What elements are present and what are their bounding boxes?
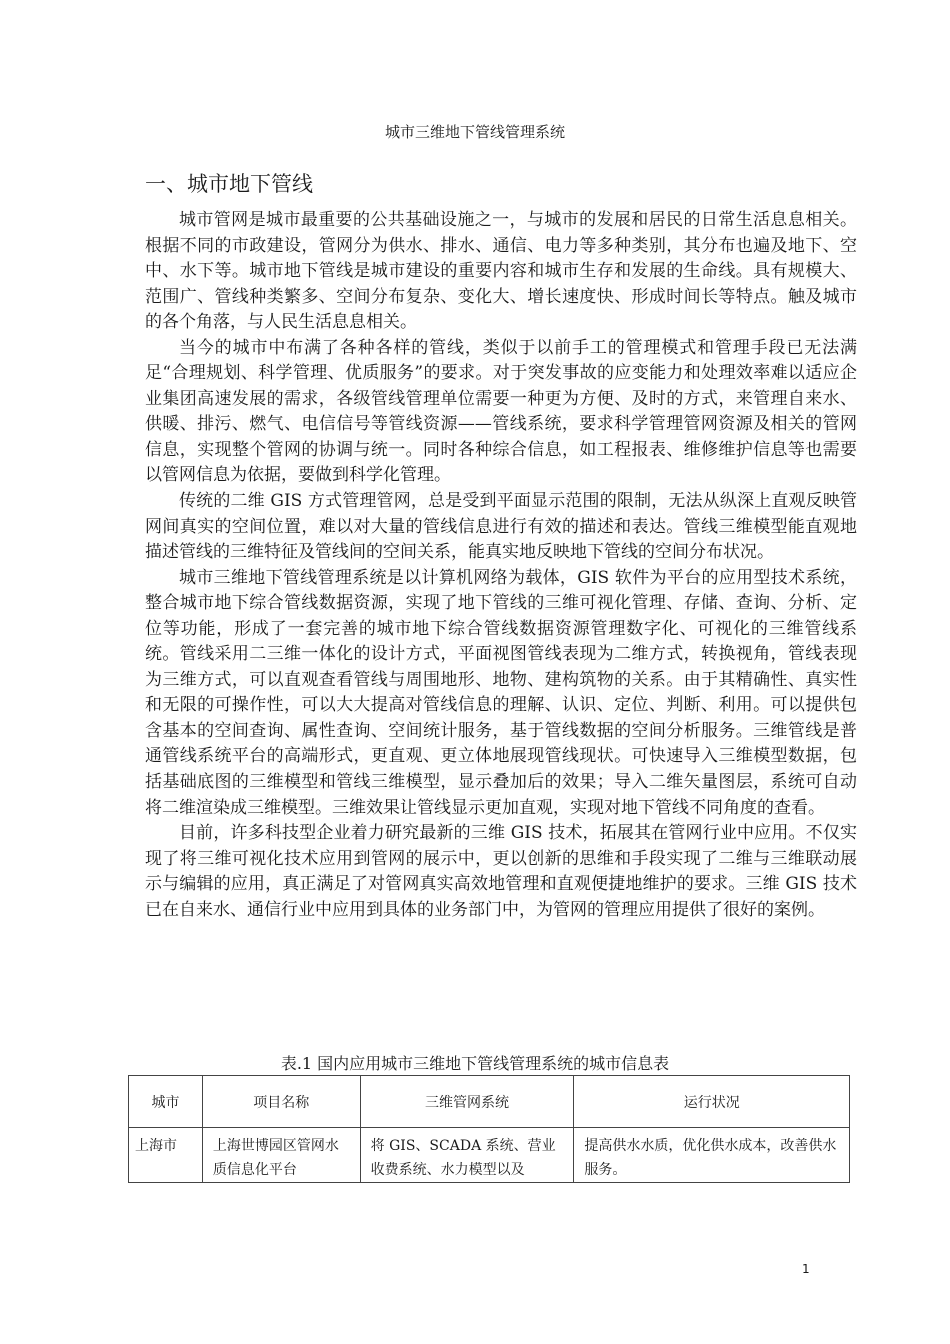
cell-operation-status: 提高供水水质，优化供水成本，改善供水服务。 [574, 1128, 850, 1183]
cell-city: 上海市 [129, 1128, 203, 1183]
cell-project-name: 上海世博园区管网水质信息化平台 [202, 1128, 360, 1183]
paragraph-1: 城市管网是城市最重要的公共基础设施之一，与城市的发展和居民的日常生活息息相关。根据不同的市政建设，管网分为供水、排水、通信、电力等多种类别，其分布也遍及地下、空中、水下等。城市地下管线是城市建设的重要内容和城市生存和发展的生命线。具有规模大、范围广、管线种类繁多、空间分布复杂、变化大、增长速度快、形成时间长等特点。触及城市的各个角落，与人民生活息息相关。 [145, 210, 857, 333]
paragraph-3: 传统的二维 GIS 方式管理管网，总是受到平面显示范围的限制，无法从纵深上直观反映管网间真实的空间位置，难以对大量的管线信息进行有效的描述和表达。管线三维模型能直观地描述管线的三维特征及管线间的空间关系，能真实地反映地下管线的空间分布状况。 [145, 491, 857, 563]
paragraph-5: 目前，许多科技型企业着力研究最新的三维 GIS 技术，拓展其在管网行业中应用。不仅实现了将三维可视化技术应用到管网的展示中，更以创新的思维和手段实现了二维与三维联动展示与编辑的应用，真正满足了对管网真实高效地管理和直观便捷地维护的要求。三维 GIS 技术已在自来水、通信行业中应用到具体的业务部门中，为管网的管理应用提供了很好的案例。 [145, 823, 857, 920]
header-city: 城市 [129, 1076, 203, 1128]
section-heading: 一、城市地下管线 [145, 172, 313, 196]
document-title: 城市三维地下管线管理系统 [384, 123, 565, 141]
page-number: 1 [802, 1262, 810, 1276]
paragraph-2: 当今的城市中布满了各种各样的管线，类似于以前手工的管理模式和管理手段已无法满足“合理规划、科学管理、优质服务”的要求。对于突发事故的应变能力和处理效率难以适应企业集团高速发展的需求，各级管线管理单位需要一种更为方便、及时的方式，来管理自来水、供暖、排污、燃气、电信信号等管线资源——管线系统，要求科学管理管网资源及相关的管网信息，实现整个管网的协调与统一。同时各种综合信息，如工程报表、维修维护信息等也需要以管网信息为依据，要做到科学化管理。 [145, 337, 857, 486]
cell-3d-network-system: 将 GIS、SCADA 系统、营业收费系统、水力模型以及 [360, 1128, 574, 1183]
header-3d-network-system: 三维管网系统 [360, 1076, 574, 1128]
header-operation-status: 运行状况 [574, 1076, 850, 1128]
paragraph-4: 城市三维地下管线管理系统是以计算机网络为载体，GIS 软件为平台的应用型技术系统，整合城市地下综合管线数据资源，实现了地下管线的三维可视化管理、存储、查询、分析、定位等功能，形成了一套完善的城市地下综合管线数据资源管理数字化、可视化的三维管线系统。管线采用二三维一体化的设计方式，平面视图管线表现为二维方式，转换视角，管线表现为三维方式，可以直观查看管线与周围地形、地物、建构筑物的关系。由于其精确性、真实性和无限的可操作性，可以大大提高对管线信息的理解、认识、定位、判断、利用。可以提供包含基本的空间查询、属性查询、空间统计服务，基于管线数据的空间分析服务。三维管线是普通管线系统平台的高端形式，更直观、更立体地展现管线现状。可快速导入三维模型数据，包括基础底图的三维模型和管线三维模型，显示叠加后的效果；导入二维矢量图层，系统可自动将二维渲染成三维模型。三维效果让管线显示更加直观，实现对地下管线不同角度的查看。 [145, 567, 857, 818]
table-caption: 表.1 国内应用城市三维地下管线管理系统的城市信息表 [280, 1054, 670, 1073]
body-text [145, 208, 857, 923]
table-header-row [129, 1076, 850, 1128]
header-project-name: 项目名称 [202, 1076, 360, 1128]
table-row [129, 1128, 850, 1183]
city-info-table [128, 1075, 850, 1183]
